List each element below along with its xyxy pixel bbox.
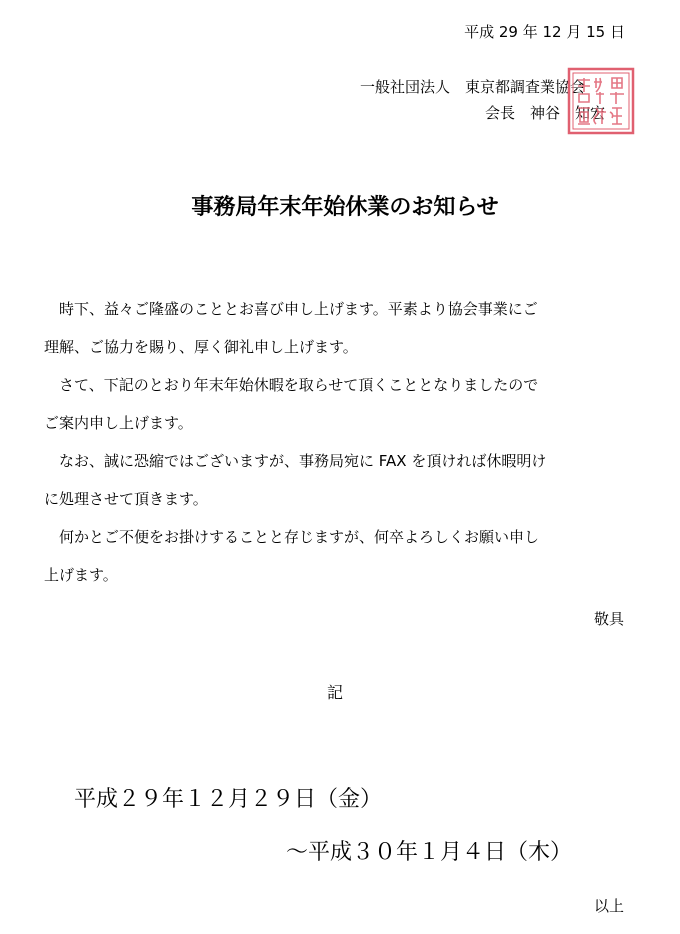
notice-body bbox=[44, 290, 640, 594]
body-line: ご案内申し上げます。 bbox=[44, 414, 193, 432]
document-date: 平成 29 年 12 月 15 日 bbox=[464, 23, 625, 41]
body-line: 何かとご不便をお掛けすることと存じますが、何卒よろしくお願い申し bbox=[44, 528, 540, 546]
signatory-name: 会長 神谷 知宏 bbox=[485, 104, 606, 122]
end-mark: 以上 bbox=[593, 897, 624, 915]
body-line: さて、下記のとおり年末年始休暇を取らせて頂くこととなりましたので bbox=[44, 376, 539, 394]
ki-heading: 記 bbox=[327, 683, 344, 702]
holiday-end-date: ～平成３０年１月４日（木） bbox=[286, 840, 573, 865]
body-line: に処理させて頂きます。 bbox=[44, 490, 208, 508]
organization-name: 一般社団法人 東京都調査業協会 bbox=[360, 78, 586, 96]
official-seal-stamp bbox=[566, 66, 636, 136]
notice-title: 事務局年末年始休業のお知らせ bbox=[191, 194, 499, 220]
body-line: 時下、益々ご隆盛のこととお喜び申し上げます。平素より協会事業にご bbox=[44, 300, 538, 318]
body-line: 上げます。 bbox=[44, 566, 118, 584]
holiday-start-date: 平成２９年１２月２９日（金） bbox=[74, 787, 383, 812]
closing-keigu: 敬具 bbox=[593, 610, 624, 628]
body-line: 理解、ご協力を賜り、厚く御礼申し上げます。 bbox=[44, 338, 358, 356]
body-line: なお、誠に恐縮ではございますが、事務局宛に FAX を頂ければ休暇明け bbox=[44, 452, 547, 470]
